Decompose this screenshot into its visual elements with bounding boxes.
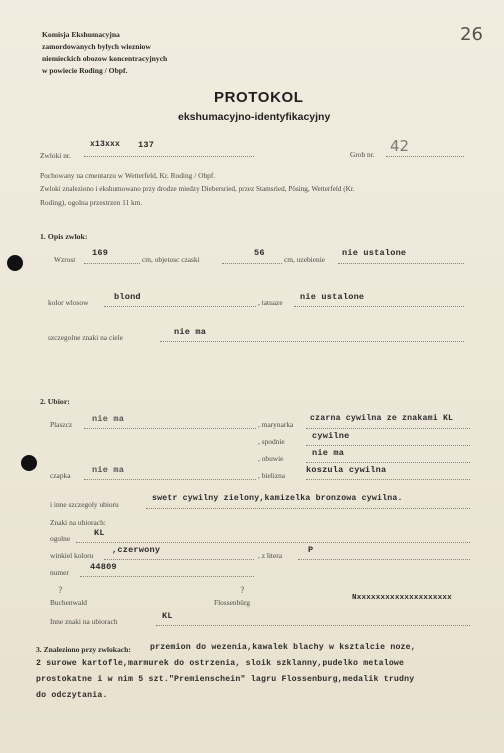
plaszcz-dotted-line — [84, 428, 256, 429]
spodnie-dotted-line — [306, 445, 470, 446]
section3-heading: 3. Znaleziono przy zwlokach: — [36, 645, 131, 654]
numer-value: 44809 — [90, 562, 117, 572]
n-struck-label: Nxxxxxxxxxxxxxxxxxxxx — [352, 594, 452, 602]
page-title: PROTOKOL — [214, 89, 304, 106]
intro-line-1: Pochowany na cmentarzu w Wetterfeld, Kr. Roding / Obpf. — [40, 171, 216, 180]
numer-dotted-line — [80, 576, 254, 577]
bielizna-label: , bielizna — [258, 471, 286, 480]
org-line-3: niemieckich obozow koncentracyjnych — [42, 54, 168, 63]
page-subtitle: ekshumacyjno-identyfikacyjny — [178, 111, 331, 123]
buchenwald-label: Buchenwald — [50, 598, 87, 607]
uzebienie-value: nie ustalone — [342, 248, 407, 258]
tatuaze-label: , tatuaze — [258, 298, 283, 307]
zwloki-label: Zwloki nr. — [40, 151, 71, 160]
flossenburg-label: Flossenbürg — [214, 598, 251, 607]
czapka-dotted-line — [84, 479, 256, 480]
czapka-label: czapka — [50, 471, 71, 480]
plaszcz-label: Plaszcz — [50, 420, 73, 429]
section3-line-1: przemion do wezenia,kawalek blachy w ksztalcie noze, — [150, 643, 416, 652]
obuwie-dotted-line — [306, 462, 470, 463]
marynarka-label: , marynarka — [258, 420, 294, 429]
org-line-2: zamordowanych bylych wiezniow — [42, 42, 151, 51]
zwloki-struck: x13xxx — [90, 140, 121, 149]
czapka-value: nie ma — [92, 465, 125, 475]
tatuaze-value: nie ustalone — [300, 292, 365, 302]
czaska-value: 56 — [254, 248, 265, 258]
flossenburg-question-mark: ? — [240, 586, 245, 596]
z-litera-dotted-line — [298, 559, 470, 560]
znaki-ubior-label: Znaki na ubiorach: — [50, 518, 106, 527]
inne-szczegoly-dotted-line — [146, 508, 470, 509]
org-line-4: w powiecie Roding / Obpf. — [42, 66, 128, 75]
znaki-cialo-label: szczegolne znaki na ciele — [48, 333, 123, 342]
intro-line-2: Zwloki znaleziono i ekshumowano przy drodze miedzy Diebersried, przez Stamsried, Pösing, Wetterfeld (Kr. — [40, 185, 355, 193]
grob-label: Grob nr. — [350, 150, 375, 159]
spodnie-value: cywilne — [312, 431, 350, 441]
grob-number: 42 — [390, 137, 410, 155]
punch-hole-top — [7, 255, 23, 271]
winkiel-value: ,czerwony — [112, 545, 161, 555]
marynarka-dotted-line — [306, 428, 470, 429]
section3-line-4: do odczytania. — [36, 691, 108, 700]
section1-heading: 1. Opis zwlok: — [40, 232, 88, 241]
page-number: 26 — [460, 24, 483, 45]
section3-line-3: prostokatne i w nim 5 szt."Premienschein" lagru Flossenburg,medalik trudny — [36, 675, 415, 684]
ogolne-dotted-line — [76, 542, 470, 543]
znaki-cialo-value: nie ma — [174, 327, 207, 337]
znaki-cialo-dotted-line — [160, 341, 464, 342]
z-litera-label: , z litera — [258, 551, 283, 560]
z-litera-value: P — [308, 545, 314, 555]
ogolne-label: ogolne — [50, 534, 71, 543]
uzebienie-dotted-line — [338, 263, 464, 264]
section2-heading: 2. Ubior: — [40, 397, 70, 406]
inne-szczegoly-label: i inne szczegoly ubioru — [50, 500, 119, 509]
intro-line-3: Roding), ogolna przestrzen 11 km. — [40, 198, 143, 207]
inne-znaki-value: KL — [162, 611, 173, 621]
wzrost-value: 169 — [92, 248, 109, 258]
section3-line-2: 2 surowe kartofle,marmurek do ostrzenia, sloik szklanny,pudelko metalowe — [36, 659, 405, 668]
inne-szczegoly-value: swetr cywilny zielony,kamizelka bronzowa cywilna. — [152, 494, 403, 503]
ogolne-value: KL — [94, 528, 105, 538]
spodnie-label: , spodnie — [258, 437, 285, 446]
zwloki-dotted-line — [84, 156, 254, 157]
wzrost-dotted-line — [84, 263, 140, 264]
cm-objetosc-label: cm, objetosc czaski — [142, 255, 200, 264]
wzrost-label: Wzrost — [54, 255, 76, 264]
bielizna-value: koszula cywilna — [306, 465, 387, 475]
czaska-dotted-line — [222, 263, 282, 264]
obuwie-label: , obuwie — [258, 454, 284, 463]
marynarka-value: czarna cywilna ze znakami KL — [310, 414, 454, 423]
tatuaze-dotted-line — [294, 306, 464, 307]
plaszcz-value: nie ma — [92, 414, 125, 424]
cm-uzebienie-label: cm, uzebienie — [284, 255, 326, 264]
bielizna-dotted-line — [306, 479, 470, 480]
inne-znaki-dotted-line — [156, 625, 470, 626]
obuwie-value: nie ma — [312, 448, 345, 458]
numer-label: numer — [50, 568, 69, 577]
org-line-1: Komisja Ekshumacyjna — [42, 30, 120, 39]
zwloki-number: 137 — [138, 140, 155, 150]
kolor-dotted-line — [104, 306, 256, 307]
kolor-label: kolor wlosow — [48, 298, 89, 307]
kolor-value: blond — [114, 292, 141, 302]
inne-znaki-label: Inne znaki na ubiorach — [50, 617, 118, 626]
buchenwald-question-mark: ? — [58, 586, 63, 596]
winkiel-label: winkiel koloru — [50, 551, 94, 560]
grob-dotted-line — [386, 156, 464, 157]
punch-hole-bottom — [21, 455, 37, 471]
winkiel-dotted-line — [104, 559, 254, 560]
